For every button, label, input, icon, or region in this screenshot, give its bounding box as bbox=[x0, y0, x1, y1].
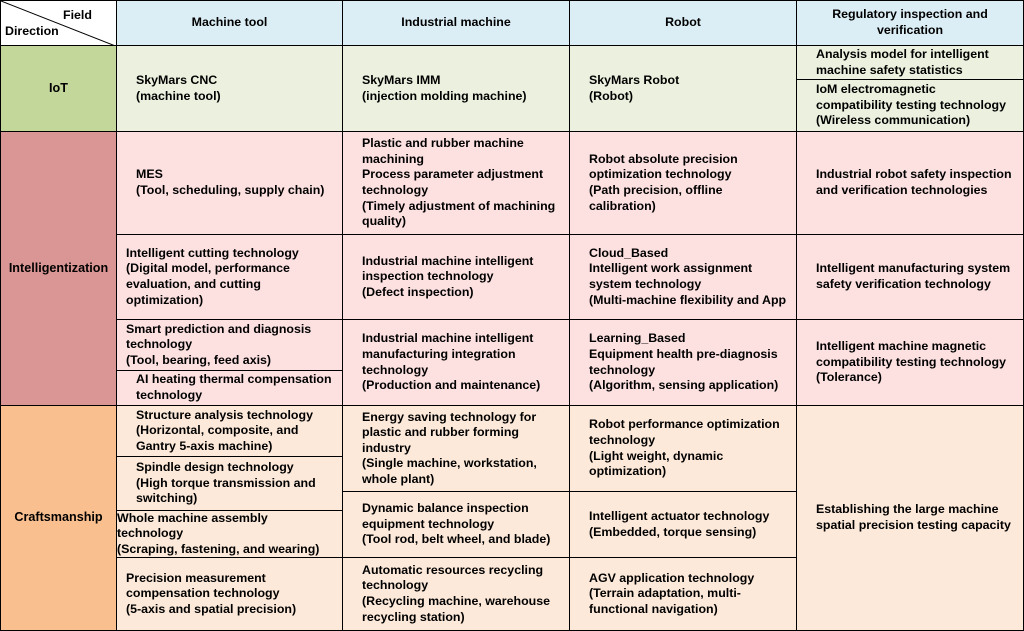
craft-industrial-machine-cell-3: Automatic resources recycling technology (Recycling machine, warehouse recycling station) bbox=[342, 557, 570, 631]
corner-field-label: Field bbox=[63, 8, 92, 22]
intel-robot-cell-3: Learning_Based Equipment health pre-diagnosis technology (Algorithm, sensing application) bbox=[569, 319, 797, 406]
craft-robot-cell-2: Intelligent actuator technology (Embedded, torque sensing) bbox=[569, 491, 797, 558]
iot-regulatory-cell-1: Analysis model for intelligent machine safety statistics bbox=[796, 45, 1024, 80]
intel-regulatory-cell-3: Intelligent machine magnetic compatibility testing technology (Tolerance) bbox=[796, 319, 1024, 406]
craft-industrial-machine-cell-1: Energy saving technology for plastic and rubber forming industry (Single machine, workstation, whole plant) bbox=[342, 405, 570, 492]
intel-industrial-machine-cell-2: Industrial machine intelligent inspection technology (Defect inspection) bbox=[342, 234, 570, 320]
craft-machine-tool-cell-1: Structure analysis technology (Horizontal, composite, and Gantry 5-axis machine) bbox=[116, 405, 343, 457]
intel-machine-tool-cell-4: AI heating thermal compensation technology bbox=[116, 370, 343, 406]
corner-direction-label: Direction bbox=[5, 24, 59, 38]
craft-machine-tool-cell-3: Whole machine assembly technology (Scraping, fastening, and wearing) bbox=[116, 510, 343, 558]
craft-robot-cell-1: Robot performance optimization technology (Light weight, dynamic optimization) bbox=[569, 405, 797, 492]
iot-industrial-machine-cell: SkyMars IMM (injection molding machine) bbox=[342, 45, 570, 132]
column-header-regulatory: Regulatory inspection and verification bbox=[796, 0, 1024, 46]
row-label-intelligentization: Intelligentization bbox=[0, 131, 117, 406]
corner-header bbox=[0, 0, 117, 46]
iot-regulatory-cell-2: IoM electromagnetic compatibility testing technology (Wireless communication) bbox=[796, 79, 1024, 132]
craft-industrial-machine-cell-2: Dynamic balance inspection equipment technology (Tool rod, belt wheel, and blade) bbox=[342, 491, 570, 558]
row-label-craftsmanship: Craftsmanship bbox=[0, 405, 117, 631]
column-header-industrial-machine: Industrial machine bbox=[342, 0, 570, 46]
craft-machine-tool-cell-4: Precision measurement compensation technology (5-axis and spatial precision) bbox=[116, 557, 343, 631]
intel-regulatory-cell-1: Industrial robot safety inspection and verification technologies bbox=[796, 131, 1024, 235]
iot-robot-cell: SkyMars Robot (Robot) bbox=[569, 45, 797, 132]
intel-regulatory-cell-2: Intelligent manufacturing system safety verification technology bbox=[796, 234, 1024, 320]
row-label-iot: IoT bbox=[0, 45, 117, 132]
intel-machine-tool-cell-1: MES (Tool, scheduling, supply chain) bbox=[116, 131, 343, 235]
craft-machine-tool-cell-2: Spindle design technology (High torque transmission and switching) bbox=[116, 456, 343, 511]
column-header-robot: Robot bbox=[569, 0, 797, 46]
craft-robot-cell-3: AGV application technology (Terrain adaptation, multi- functional navigation) bbox=[569, 557, 797, 631]
intel-machine-tool-cell-2: Intelligent cutting technology (Digital model, performance evaluation, and cutting optimization) bbox=[116, 234, 343, 320]
column-header-machine-tool: Machine tool bbox=[116, 0, 343, 46]
craft-regulatory-cell: Establishing the large machine spatial precision testing capacity bbox=[796, 405, 1024, 631]
intel-robot-cell-1: Robot absolute precision optimization technology (Path precision, offline calibration) bbox=[569, 131, 797, 235]
intel-robot-cell-2: Cloud_Based Intelligent work assignment system technology (Multi-machine flexibility and App bbox=[569, 234, 797, 320]
intel-machine-tool-cell-3: Smart prediction and diagnosis technology (Tool, bearing, feed axis) bbox=[116, 319, 343, 371]
intel-industrial-machine-cell-3: Industrial machine intelligent manufacturing integration technology (Production and maintenance) bbox=[342, 319, 570, 406]
iot-machine-tool-cell: SkyMars CNC (machine tool) bbox=[116, 45, 343, 132]
intel-industrial-machine-cell-1: Plastic and rubber machine machining Process parameter adjustment technology (Timely adjustment of machining quality) bbox=[342, 131, 570, 235]
